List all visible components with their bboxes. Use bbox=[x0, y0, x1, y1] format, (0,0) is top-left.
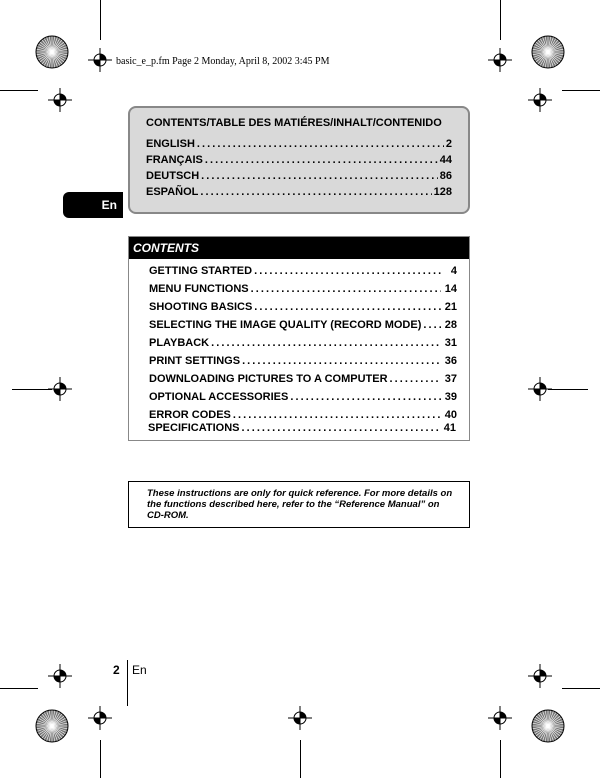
toc-item[interactable] bbox=[149, 283, 457, 297]
language-page: 44 bbox=[439, 154, 452, 166]
toc-item[interactable] bbox=[149, 265, 457, 279]
toc-item[interactable] bbox=[149, 373, 457, 387]
toc-page: 4 bbox=[450, 265, 457, 277]
page-number: 2 bbox=[113, 663, 120, 677]
registration-mark-icon bbox=[48, 88, 72, 112]
toc-label: MENU FUNCTIONS bbox=[149, 283, 249, 295]
crop-line bbox=[100, 740, 101, 778]
registration-mark-icon bbox=[528, 664, 552, 688]
toc-item[interactable] bbox=[149, 391, 457, 405]
toc-page: 36 bbox=[444, 355, 457, 367]
crop-line bbox=[562, 90, 600, 91]
language-item[interactable] bbox=[146, 138, 452, 152]
toc-page: 40 bbox=[444, 409, 457, 421]
contents-box bbox=[128, 236, 470, 441]
registration-mark-icon bbox=[88, 48, 112, 72]
language-label: ESPAÑOL bbox=[146, 186, 199, 198]
crop-line bbox=[12, 389, 52, 390]
toc-label: GETTING STARTED bbox=[149, 265, 253, 277]
crop-line bbox=[548, 389, 588, 390]
toc-item[interactable] bbox=[149, 409, 457, 423]
language-item[interactable] bbox=[146, 154, 452, 168]
toc-item[interactable] bbox=[149, 319, 457, 333]
toc-page: 41 bbox=[443, 422, 456, 434]
crop-line bbox=[100, 0, 101, 40]
registration-mark-icon bbox=[528, 88, 552, 112]
toc-label: DOWNLOADING PICTURES TO A COMPUTER bbox=[149, 373, 388, 385]
language-page: 128 bbox=[433, 186, 452, 198]
footer-divider bbox=[127, 660, 128, 706]
crop-line bbox=[0, 90, 38, 91]
color-target-icon bbox=[35, 709, 69, 743]
toc-page: 31 bbox=[444, 337, 457, 349]
registration-mark-icon bbox=[288, 706, 312, 730]
toc-item[interactable] bbox=[149, 337, 457, 351]
language-contents-title: CONTENTS/TABLE DES MATIÉRES/INHALT/CONTENIDO bbox=[146, 117, 442, 129]
toc-label: SHOOTING BASICS bbox=[149, 301, 253, 313]
registration-mark-icon bbox=[48, 664, 72, 688]
print-header: basic_e_p.fm Page 2 Monday, April 8, 2002 3:45 PM bbox=[116, 56, 330, 67]
toc-page: 28 bbox=[444, 319, 457, 331]
color-target-icon bbox=[35, 35, 69, 69]
registration-mark-icon bbox=[488, 706, 512, 730]
toc-page: 39 bbox=[444, 391, 457, 403]
toc-item[interactable] bbox=[149, 355, 457, 369]
toc-item[interactable] bbox=[148, 422, 456, 436]
toc-page: 21 bbox=[444, 301, 457, 313]
color-target-icon bbox=[531, 709, 565, 743]
toc-page: 37 bbox=[444, 373, 457, 385]
language-item[interactable] bbox=[146, 170, 452, 184]
crop-line bbox=[500, 740, 501, 778]
color-target-icon bbox=[531, 35, 565, 69]
language-page: 2 bbox=[445, 138, 452, 150]
language-label: FRANÇAIS bbox=[146, 154, 203, 166]
contents-header: CONTENTS bbox=[129, 237, 469, 259]
toc-label: ERROR CODES bbox=[149, 409, 231, 421]
toc-label: OPTIONAL ACCESSORIES bbox=[149, 391, 289, 403]
quick-reference-note: These instructions are only for quick reference. For more details on the functions described here, refer to the “Reference Manual” on CD-ROM. bbox=[128, 481, 470, 528]
language-label: DEUTSCH bbox=[146, 170, 200, 182]
crop-line bbox=[500, 0, 501, 40]
crop-line bbox=[562, 688, 600, 689]
toc-label: SELECTING THE IMAGE QUALITY (RECORD MODE) bbox=[149, 319, 422, 331]
footer-language: En bbox=[132, 663, 147, 677]
language-item[interactable] bbox=[146, 186, 452, 200]
toc-item[interactable] bbox=[149, 301, 457, 315]
language-contents-box bbox=[128, 106, 470, 214]
toc-label: SPECIFICATIONS bbox=[148, 422, 240, 434]
crop-line bbox=[0, 688, 38, 689]
language-label: ENGLISH bbox=[146, 138, 195, 150]
registration-mark-icon bbox=[88, 706, 112, 730]
toc-page: 14 bbox=[444, 283, 457, 295]
crop-line bbox=[300, 740, 301, 778]
toc-label: PLAYBACK bbox=[149, 337, 210, 349]
toc-label: PRINT SETTINGS bbox=[149, 355, 241, 367]
language-page: 86 bbox=[439, 170, 452, 182]
language-tab: En bbox=[63, 192, 123, 218]
registration-mark-icon bbox=[488, 48, 512, 72]
